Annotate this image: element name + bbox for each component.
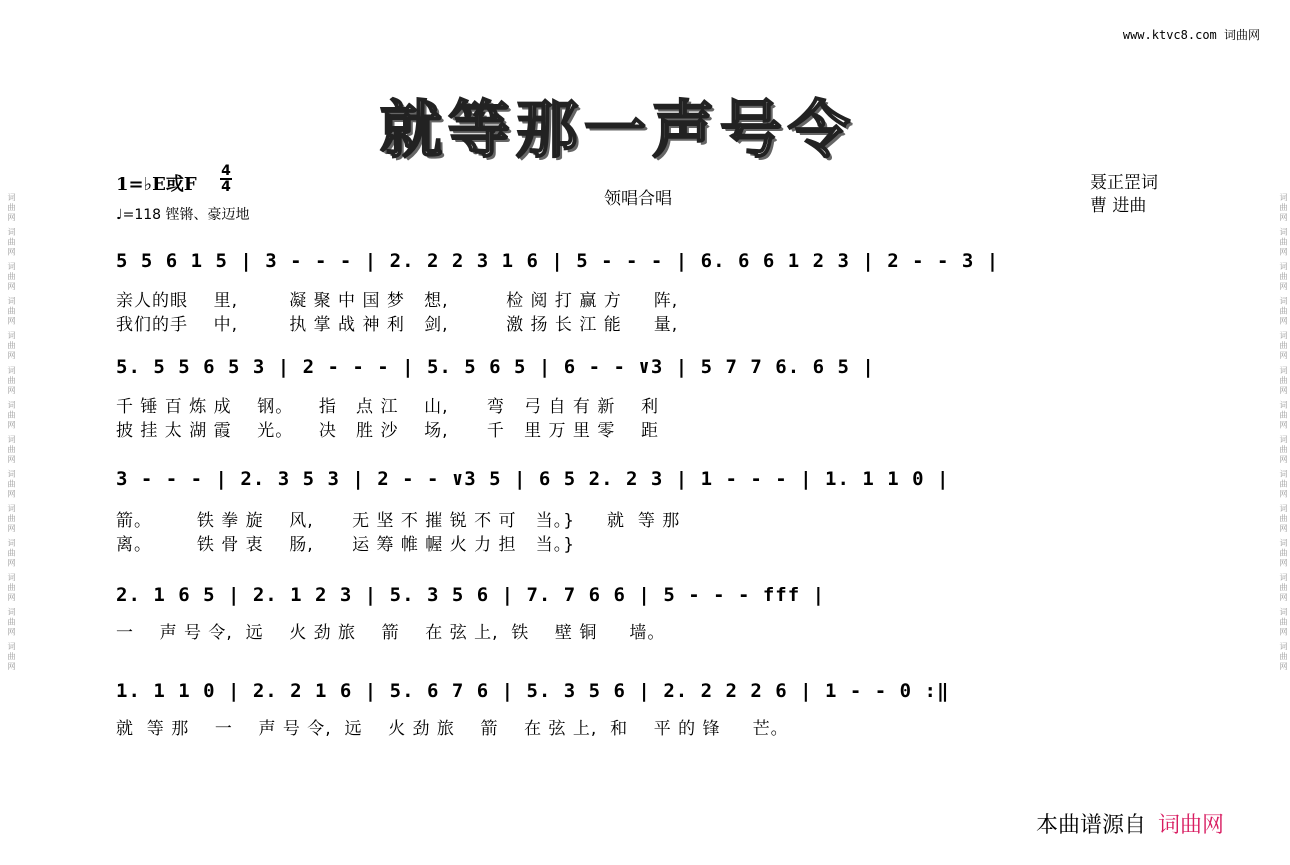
notation-row: 3 - - - | 2. 3 5 3 | 2 - - ∨3 5 | 6 5 2. 2 3 | 1 - - - | 1. 1 1 0 | <box>116 468 950 490</box>
source-brand-link[interactable]: 词曲网 <box>1158 813 1225 838</box>
time-signature-bottom: 4 <box>221 179 231 195</box>
lyricist-credit: 聂正罡词 <box>1090 173 1158 193</box>
performance-form: 领唱合唱 <box>604 189 672 209</box>
lyric-verse-2: 离。 铁 骨 衷 肠, 运 筹 帷 幄 火 力 担 当。} <box>116 535 576 555</box>
lyric-verse-1: 箭。 铁 拳 旋 风, 无 坚 不 摧 锐 不 可 当。} 就 等 那 <box>116 511 681 531</box>
side-watermark-right: 词曲网 词曲网 词曲网 词曲网 词曲网 词曲网 词曲网 词曲网 词曲网 词曲网 词曲网 词曲网 词曲网 词曲网 <box>1279 192 1288 673</box>
composer-credit: 曹 进曲 <box>1090 196 1147 216</box>
source-text: 本曲谱源自 <box>1036 813 1147 838</box>
lyric-verse-1: 就 等 那 一 声 号 令, 远 火 劲 旅 箭 在 弦 上, 和 平 的 锋 芒。 <box>116 719 789 739</box>
tempo-marking: ♩=118 铿锵、豪迈地 <box>116 207 250 223</box>
notation-row: 1. 1 1 0 | 2. 2 1 6 | 5. 6 7 6 | 5. 3 5 6 | 2. 2 2 2 6 | 1 - - 0 :‖ <box>116 680 950 702</box>
lyric-verse-2: 披 挂 太 湖 霞 光。 决 胜 沙 场, 千 里 万 里 零 距 <box>116 421 659 441</box>
key-signature: 1=♭E或F <box>116 174 197 195</box>
notation-row: 5 5 6 1 5 | 3 - - - | 2. 2 2 3 1 6 | 5 - - - | 6. 6 6 1 2 3 | 2 - - 3 | <box>116 250 1000 272</box>
side-watermark-left: 词曲网 词曲网 词曲网 词曲网 词曲网 词曲网 词曲网 词曲网 词曲网 词曲网 词曲网 词曲网 词曲网 词曲网 <box>7 192 16 673</box>
lyric-verse-2: 我们的手 中, 执 掌 战 神 利 剑, 激 扬 长 江 能 量, <box>116 315 679 335</box>
lyric-verse-1: 亲人的眼 里, 凝 聚 中 国 梦 想, 检 阅 打 赢 方 阵, <box>116 291 679 311</box>
notation-row: 5. 5 5 6 5 3 | 2 - - - | 5. 5 6 5 | 6 - - ∨3 | 5 7 7 6. 6 5 | <box>116 356 875 378</box>
source-credit <box>1036 808 1224 839</box>
site-watermark: www.ktvc8.com 词曲网 <box>1122 28 1260 42</box>
time-signature-top: 4 <box>221 163 231 179</box>
notation-row: 2. 1 6 5 | 2. 1 2 3 | 5. 3 5 6 | 7. 7 6 6 | 5 - - - fff | <box>116 584 826 606</box>
lyric-verse-1: 千 锤 百 炼 成 钢。 指 点 江 山, 弯 弓 自 有 新 利 <box>116 397 659 417</box>
time-signature <box>220 164 232 194</box>
song-title: 就等那一声号令 <box>380 93 857 166</box>
lyric-verse-1: 一 声 号 令, 远 火 劲 旅 箭 在 弦 上, 铁 壁 铜 墙。 <box>116 623 666 643</box>
